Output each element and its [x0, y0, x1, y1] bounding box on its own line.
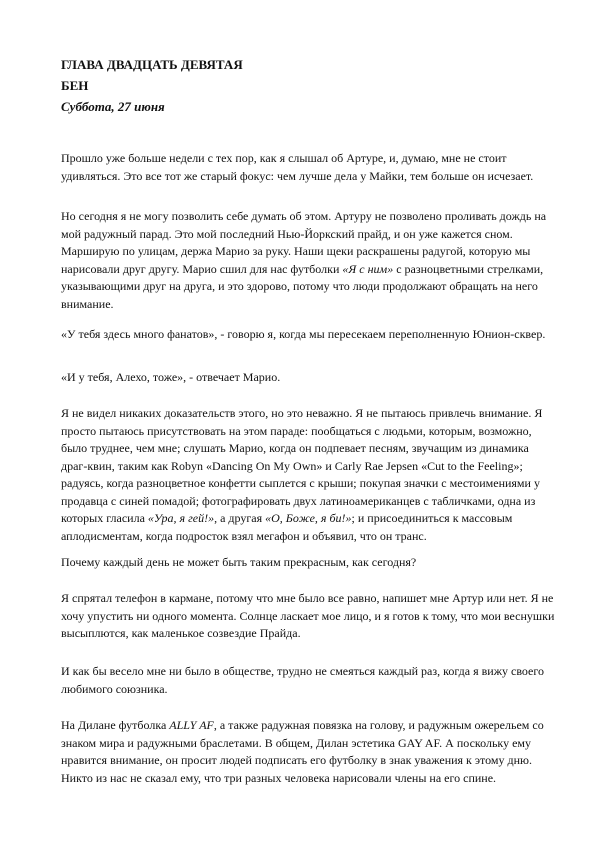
paragraph-5-text-b: , а другая: [214, 511, 266, 525]
paragraph-7: Я спрятал телефон в кармане, потому что мне было все равно, напишет мне Артур или нет. Я не хочу упустить ни одного момента. Солнце ласкает мое лицо, и я готов к тому, что мои веснушки высыплются, как маленькое созвездие Прайда.: [61, 591, 555, 640]
paragraph-8: И как бы весело мне ни было в обществе, трудно не смеяться каждый раз, когда я вижу своего любимого союзника.: [61, 664, 544, 696]
shirt-slogan: «Я с ним»: [342, 261, 394, 276]
chapter-title: ГЛАВА ДВАДЦАТЬ ДЕВЯТАЯ: [61, 57, 243, 72]
chapter-date: Суббота, 27 июня: [61, 99, 165, 114]
paragraph-1: Прошло уже больше недели с тех пор, как я слышал об Артуре, и, думаю, мне не стоит удивляться. Это все тот же старый фокус: чем лучше дела у Майки, тем больше он исчезает.: [61, 151, 534, 183]
paragraph-9-text-b: , а также радужная повязка на голову, и радужным ожерельем со знаком мира и радужными браслетами. В общем, Дилан эстетика GAY AF. А поскольку ему нравится внимание, он просит людей подписать его футболку в знак уважения к этому дню. Никто из нас не сказал ему, что три разных человека нарисовали члены на его спине.: [61, 718, 544, 785]
paragraph-4: «И у тебя, Алехо, тоже», - отвечает Марио.: [61, 370, 281, 384]
narrator-name: БЕН: [61, 78, 89, 93]
sign-text-1: «Ура, я гей!»: [147, 511, 215, 525]
paragraph-6: Почему каждый день не может быть таким прекрасным, как сегодня?: [61, 555, 417, 569]
shirt-print: ALLY AF: [169, 718, 214, 732]
paragraph-2: [61, 208, 556, 313]
paragraph-5: [61, 405, 556, 545]
paragraph-5-text-a: Я не видел никаких доказательств этого, но это неважно. Я не пытаюсь привлечь внимание. Я просто пытаюсь присутствовать на этом параде: пообщаться с людьми, которым, возможно, было труднее, чем мне; слушать Марио, когда он подпевает песням, звучащим из динамика драг-квин, таким как Robyn «Dancing On My Own» и Carly Rae Jepsen «Cut to the Feeling»; радуясь, когда разноцветное конфетти сыплется с крыши; покупая значки с местоимениями у продавца с синей помадой; фотографировать двух латиноамериканцев с табличками, одна из которых гласила: [61, 406, 543, 525]
paragraph-2-text-b: с разноцветными стрелками, указывающими друг на друга, и это здорово, потому что люди продолжают обращать на него внимание.: [61, 261, 544, 311]
paragraph-9: [61, 717, 556, 787]
paragraph-5-text-c: ; и присоединиться к массовым аплодисментам, когда подросток взял мегафон и объявил, что он транс.: [61, 511, 513, 543]
sign-text-2: «О, Боже, я би!»: [265, 511, 352, 525]
paragraph-9-text-a: На Дилане футболка: [61, 718, 170, 732]
paragraph-3: «У тебя здесь много фанатов», - говорю я, когда мы пересекаем переполненную Юнион-сквер.: [61, 327, 546, 341]
paragraph-2-text-a: Но сегодня я не могу позволить себе думать об этом. Артуру не позволено проливать дождь на мой радужный парад. Это мой последний Нью-Йоркский прайд, и он уже кажется сном. Марширую по улицам, держа Марио за руку. Наши щеки раскрашены радугой, которую мы нарисовали друг другу. Марио сшил для нас футболки: [61, 209, 547, 276]
